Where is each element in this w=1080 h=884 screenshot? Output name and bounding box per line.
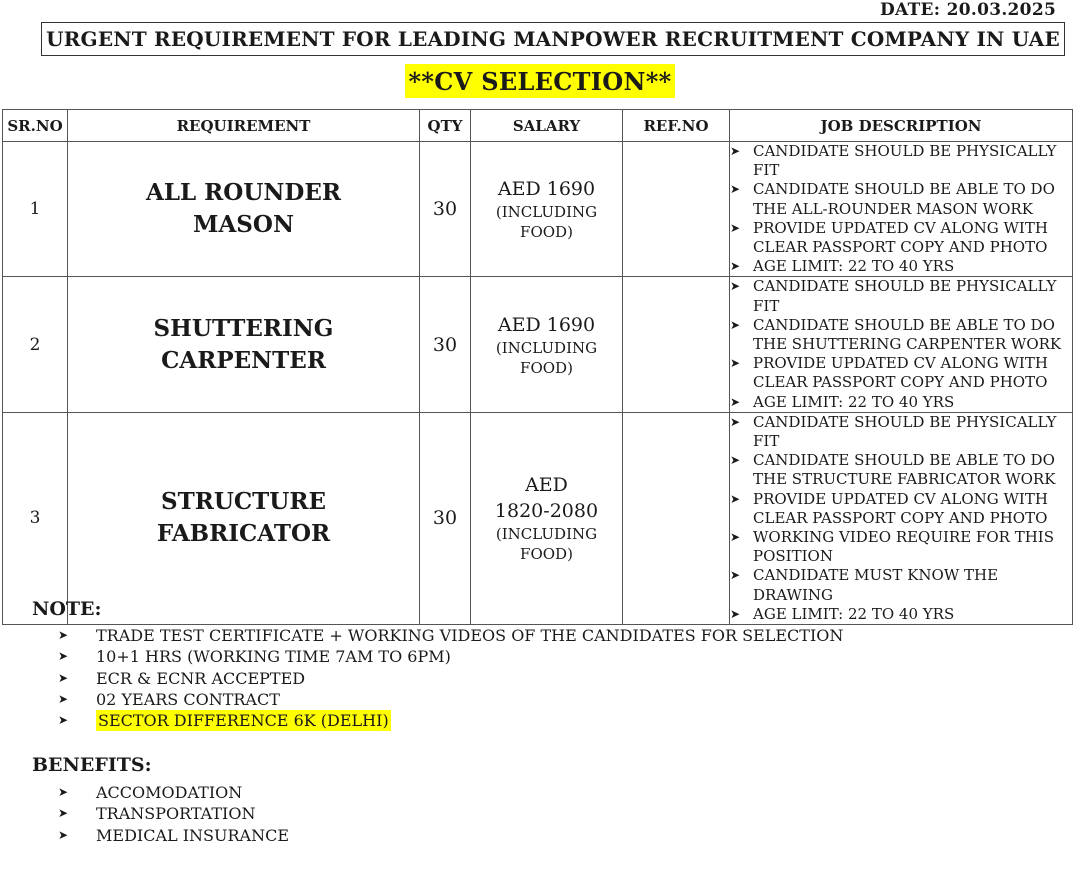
jd-item: ➤ AGE LIMIT: 22 TO 40 YRS (730, 392, 955, 411)
jd-item: ➤ PROVIDE UPDATED CV ALONG WITH CLEAR PASSPORT COPY AND PHOTO (730, 489, 1048, 527)
header-sr-no: SR.NO (3, 110, 68, 142)
salary-note: (INCLUDING FOOD) (495, 338, 598, 377)
arrow-bullet-icon: ➤ (730, 530, 741, 545)
salary-amount: AED 1690 (497, 178, 596, 201)
header-ref-no: REF.NO (623, 110, 730, 142)
jd-item: ➤ CANDIDATE SHOULD BE PHYSICALLY FIT (730, 142, 1057, 180)
requirements-table (2, 109, 1073, 625)
salary-note: (INCLUDING FOOD) (495, 203, 598, 242)
jd-item: ➤ PROVIDE UPDATED CV ALONG WITH CLEAR PASSPORT COPY AND PHOTO (730, 354, 1048, 392)
row-salary (471, 142, 623, 277)
requirement-line: CARPENTER (161, 346, 326, 374)
arrow-bullet-icon: ➤ (730, 317, 741, 332)
list-item: ➤ MEDICAL INSURANCE (58, 825, 290, 845)
jd-item: ➤ CANDIDATE MUST KNOW THE DRAWING (730, 566, 999, 604)
arrow-bullet-icon: ➤ (58, 713, 69, 728)
arrow-bullet-icon: ➤ (730, 491, 741, 506)
row-ref-no (623, 142, 730, 277)
table-row (3, 412, 1073, 624)
header-salary: SALARY (471, 110, 623, 142)
row-qty: 30 (420, 412, 471, 624)
arrow-bullet-icon: ➤ (730, 220, 741, 235)
row-requirement (68, 412, 420, 624)
list-item: ➤ 02 YEARS CONTRACT (58, 689, 280, 709)
row-requirement (68, 142, 420, 277)
arrow-bullet-icon: ➤ (58, 628, 69, 642)
arrow-bullet-icon: ➤ (730, 394, 741, 409)
list-item: ➤ ECR & ECNR ACCEPTED (58, 668, 306, 688)
note-list (58, 625, 843, 731)
list-item (58, 710, 843, 731)
row-ref-no (623, 412, 730, 624)
document-date: DATE: 20.03.2025 (880, 0, 1057, 20)
arrow-bullet-icon: ➤ (730, 356, 741, 371)
jd-item: ➤ CANDIDATE SHOULD BE ABLE TO DO THE STRUCTURE FABRICATOR WORK (730, 451, 1056, 489)
arrow-bullet-icon: ➤ (58, 670, 69, 685)
requirement-line: MASON (193, 211, 294, 239)
requirement-line: SHUTTERING (153, 314, 334, 342)
jd-item: ➤ PROVIDE UPDATED CV ALONG WITH CLEAR PASSPORT COPY AND PHOTO (730, 218, 1048, 257)
list-item: ➤ TRANSPORTATION (58, 804, 256, 824)
header-job-description: JOB DESCRIPTION (730, 110, 1073, 142)
arrow-bullet-icon: ➤ (730, 259, 741, 274)
row-requirement (68, 277, 420, 412)
requirement-line: STRUCTURE (160, 488, 327, 516)
row-ref-no (623, 277, 730, 412)
row-salary (471, 412, 623, 624)
row-qty: 30 (420, 277, 471, 412)
row-job-description (730, 412, 1073, 624)
requirement-line: ALL ROUNDER (145, 179, 342, 207)
salary-amount: AED (525, 474, 568, 497)
salary-range: 1820-2080 (494, 500, 599, 523)
jd-item: ➤ CANDIDATE SHOULD BE PHYSICALLY FIT (730, 277, 1057, 315)
jd-item: ➤ AGE LIMIT: 22 TO 40 YRS (730, 604, 955, 623)
benefits-heading: BENEFITS: (32, 754, 152, 776)
arrow-bullet-icon: ➤ (730, 279, 741, 294)
table-row (3, 142, 1073, 277)
salary-note: (INCLUDING FOOD) (495, 525, 598, 564)
row-job-description (730, 142, 1073, 277)
row-sr-no: 1 (3, 142, 68, 277)
note-heading: NOTE: (32, 598, 102, 620)
arrow-bullet-icon: ➤ (58, 691, 69, 706)
arrow-bullet-icon: ➤ (58, 827, 69, 842)
row-salary (471, 277, 623, 412)
arrow-bullet-icon: ➤ (730, 144, 741, 158)
arrow-bullet-icon: ➤ (730, 568, 741, 583)
table-row (3, 277, 1073, 412)
jd-item: ➤ CANDIDATE SHOULD BE ABLE TO DO THE ALL-ROUNDER MASON WORK (730, 180, 1055, 218)
row-sr-no: 3 (3, 412, 68, 624)
table-header-row (3, 110, 1073, 142)
jd-item: ➤ WORKING VIDEO REQUIRE FOR THIS POSITION (730, 528, 1054, 566)
row-job-description (730, 277, 1073, 412)
benefits-list (58, 782, 289, 846)
arrow-bullet-icon: ➤ (730, 414, 741, 429)
cv-selection-title: **CV SELECTION** (405, 64, 676, 98)
row-qty: 30 (420, 142, 471, 277)
arrow-bullet-icon: ➤ (58, 649, 69, 664)
header-qty: QTY (420, 110, 471, 142)
jd-item: ➤ AGE LIMIT: 22 TO 40 YRS (730, 257, 955, 276)
document-headline: URGENT REQUIREMENT FOR LEADING MANPOWER RECRUITMENT COMPANY IN UAE (41, 22, 1065, 56)
list-item: ➤ TRADE TEST CERTIFICATE + WORKING VIDEOS OF THE CANDIDATES FOR SELECTION (58, 626, 844, 645)
requirement-line: FABRICATOR (156, 520, 331, 548)
jd-item: ➤ CANDIDATE SHOULD BE ABLE TO DO THE SHUTTERING CARPENTER WORK (730, 315, 1062, 354)
arrow-bullet-icon: ➤ (730, 453, 741, 468)
subtitle-wrapper (0, 64, 1080, 98)
header-requirement: REQUIREMENT (68, 110, 420, 142)
arrow-bullet-icon: ➤ (58, 806, 69, 821)
jd-item: ➤ CANDIDATE SHOULD BE PHYSICALLY FIT (730, 412, 1057, 451)
highlighted-note: SECTOR DIFFERENCE 6K (DELHI) (98, 711, 389, 731)
salary-amount: AED 1690 (497, 313, 596, 336)
list-item: ➤ ACCOMODATION (58, 783, 243, 802)
arrow-bullet-icon: ➤ (730, 606, 741, 621)
row-sr-no: 2 (3, 277, 68, 412)
list-item: ➤ 10+1 HRS (WORKING TIME 7AM TO 6PM) (58, 647, 451, 667)
arrow-bullet-icon: ➤ (730, 182, 741, 197)
arrow-bullet-icon: ➤ (58, 785, 69, 799)
